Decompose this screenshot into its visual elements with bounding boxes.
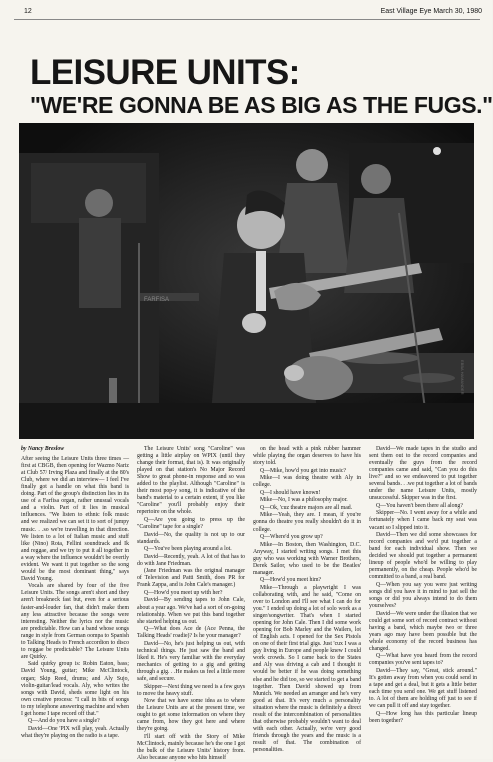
article-paragraph: David—They say, "Great, stick around." It's gotten away from when you could send in a tape and get a deal, but it gets a little better each time you send one. We get stuff listened to. A lot of them are holding off just to see if we can pull it off and stay together. bbox=[369, 667, 477, 710]
article-subtitle: "WE'RE GONNA BE AS BIG AS THE FUGS." bbox=[30, 92, 493, 118]
article-paragraph: David—We made tapes in the studio and sent them out to the record companies and eventually the guys from the record companies came and said, "Can you do this live?" and so we endeavored to put together several bands. . .we put together a lot of bands under the name Leisure Units, mostly unsuccessful. Skipper was in the first. bbox=[369, 446, 477, 502]
article-paragraph: Q—You haven't been there all along? bbox=[376, 502, 463, 509]
article-paragraph: Q—What does Ace de (Ace Penna, the Talking Heads' roadie)? Is he your manager? bbox=[137, 626, 245, 640]
article-paragraph: Mike—Through a playwright I was collaborating with, and he said, "Come on over to London and I'll see what I can do for you." I ended up doing a lot of solo work as a singer/songwriter. That's when I started opening for John Cale. Then I did some work opening for Bob Marley and the Wailers, lot of English acts. I opened for the Sex Pistols on one of their first trial gigs. Just 'cux I was a guy living in Europe and people knew I could work crowds. So I came back to the States and Aly was driving a cab and I thought it would be better if he was doing something else and he did too, so we started to get a band together. Then David showed up from Munich. We needed an arranger and he's very good at that. It's very much a personality situation where the music is definitely a direct result of the intercombination of personalities that otherwise probably wouldn't want to deal with each other. Actually, we're very good friends through the years and the music is a result of that. The combination of personalities. bbox=[253, 584, 361, 753]
header-rule bbox=[14, 19, 480, 20]
article-title: LEISURE UNITS: bbox=[30, 53, 300, 92]
page-number: 12 bbox=[24, 8, 32, 15]
article-column-2 bbox=[137, 446, 245, 762]
article-paragraph: Mike—I was doing theatre with Aly in college. bbox=[253, 475, 361, 489]
article-paragraph: David—By sending tapes to John Cale, about a year ago. We've had a sort of on-going relationship. When we put this band together she started helping us out. bbox=[137, 597, 245, 625]
article-paragraph: David—Recently, yeah. A lot of that has to do with Jane Friedman. bbox=[137, 553, 245, 567]
article-paragraph: David—No, the quality is not up to our standards. bbox=[137, 531, 245, 545]
article-paragraph: David—Then we did some showcases for record companies and we'd put together a band for each individual show. Then we decided we should put together a permanent lineup of people who'd be willing to play permanently, on the cheap. People who'd be committed to a band, a real band. bbox=[369, 532, 477, 581]
article-column-1 bbox=[21, 446, 129, 752]
article-paragraph: Q—How long has this particular lineup been together? bbox=[369, 710, 477, 724]
article-paragraph: Skipper—Next thing we need is a few guys to move the heavy stuff. bbox=[137, 683, 245, 697]
article-paragraph: Q—Are you going to press up the "Caroline" tape for a single? bbox=[137, 516, 245, 531]
article-paragraph: The Leisure Units' song "Caroline" was getting a little airplay on WPIX (until they change their format, that is). It was originally played on that station's No Major Record Show to great phone-in response and so was added to the playlist. Although "Caroline" is their most pop-y song, it is indicative of the band's material to a certain extent, if you like "Caroline" you'll probably enjoy their repertoire on the whole. bbox=[137, 446, 245, 516]
article-paragraph: Mike—Yeah, they are. I mean, if you're gonna do theatre you really shouldn't do it in college. bbox=[253, 512, 361, 533]
article-paragraph: Q—You've been playing around a lot. bbox=[144, 546, 232, 553]
svg-text:FARFISA: FARFISA bbox=[144, 297, 170, 303]
article-paragraph: I'll start off with the Story of Mike McClintock, mainly because he's the one I got the bulk of the Leisure Units' history from. Also because anyone who hits himself bbox=[137, 733, 245, 762]
article-paragraph: Q—What have you heard from the record companies you've sent tapes to? bbox=[369, 653, 477, 667]
article-paragraph: Q—How'd you meet him? bbox=[260, 577, 322, 584]
band-photo-image bbox=[19, 123, 474, 439]
article-paragraph: Skipper—No. I went away for a while and fortunately when I came back my seat was vacant so I slipped into it. bbox=[369, 510, 477, 531]
article-paragraph: (Jane Friedman was the original manager of Television and Patti Smith, does PR for Frank Zappa, and is John Cale's manager.) bbox=[137, 568, 245, 589]
running-head: East Village Eye March 30, 1980 bbox=[380, 8, 482, 15]
article-paragraph: Q—And do you have a single? bbox=[28, 718, 100, 725]
article-paragraph: Q—Ok, 'cuz theatre majors are all mad. bbox=[260, 504, 353, 511]
article-paragraph: on the head with a pink rubber hammer while playing the organ deserves to have his story told. bbox=[253, 446, 361, 467]
article-column-4 bbox=[369, 446, 477, 752]
article-paragraph: Q—How'd you meet up with her? bbox=[144, 589, 223, 596]
byline: by Nancy Breslow bbox=[21, 446, 65, 452]
article-paragraph: Now that we have some idea as to where the Leisure Units are at the present time, we ought to get some information on where they came from, how they got here and where they're going. bbox=[137, 698, 245, 733]
article-paragraph: Q—Mike, how'd you get into music? bbox=[260, 467, 347, 474]
article-paragraph: Mike—No, I was a philosophy major. bbox=[260, 497, 348, 504]
article-paragraph: David—We were under the illusion that we could get some sort of record contract without having a band, which maybe two or three years ago may have been possible but the whole economy of the record business has changed. bbox=[369, 610, 477, 652]
article-paragraph: Q—Where'd you grow up? bbox=[260, 534, 323, 541]
article-paragraph: Mike—In Boston, then Washington, D.C. Anyway, I started writing songs. I met this guy who was working with Warner Brothers, Derek Sailor, who used to be the Beatles' manager. bbox=[253, 541, 361, 576]
article-column-3 bbox=[253, 446, 361, 752]
article-paragraph: Vocals are shared by four of the five Leisure Units. The songs aren't short and they aren't breakneck fast but, even for a serious faster-and-louder fan, that didn't make them any less attractive because the songs were interesting. Neither the lyrics nor the music are predictable. How can a band whose songs range in style from German oompa to Spanish to Talking Heads to French accordion to disco to reggae be predictable? The Leisure Units are Quirky. bbox=[21, 583, 129, 660]
article-paragraph: Said quirky group is: Robin Eaton, bass; David Young, guitar; Mike McClintock, organ; Skip Reed, drums; and Aly Sujo, violin-guitar/lead vocals. Aly, who writes the songs with David, sheds some light on his own creative process: "I call in bits of songs to my telephone answering machine and when I get home I tape record off that." bbox=[21, 661, 129, 717]
band-photo bbox=[19, 123, 474, 439]
article-paragraph: Q—When you say you were just writing songs did you have it in mind to just sell the songs or did you always intend to do them yourselves? bbox=[369, 581, 477, 610]
article-paragraph: After seeing the Leisure Units three times —first at CBGB, then opening for Wazmo Nariz at Club 57/ Irving Plaza and finally at the 80's Club, where we did an interview— I feel I've finally got a handle on what this band is doing. Part of the group's distinction lies in its use of a Farfisa organ, rather unusual vocals and a violin. Part of it lies in musical influences. "We listen to ethnic folk music and we realized we can set it to sort of jumpy music. . .so we're travelling in that direction. We listen to a lot of Italian music and stuff like (Nino) Rota, Fellini soundtrack and Ik and reggae, and we try to put it all together in a way where the influence wouldn't be overtly evident. We want it put together so the song would be the most dominant thing," says David Young. bbox=[21, 456, 129, 582]
article-paragraph: David—One 'PIX will play, yeah. Actually what they're playing on the radio is a tape. bbox=[21, 725, 129, 739]
article-paragraph: Q—I should have known! bbox=[260, 489, 321, 496]
photo-credit: EBBA HAMANDER bbox=[460, 360, 465, 395]
article-paragraph: David—No, he's just helping us out, with technical things. He just saw the band and liked it. He's very familiar with the everyday mechanics of getting to a gig and getting through a gig. . .He makes us feel a little more safe, and secure. bbox=[137, 640, 245, 682]
